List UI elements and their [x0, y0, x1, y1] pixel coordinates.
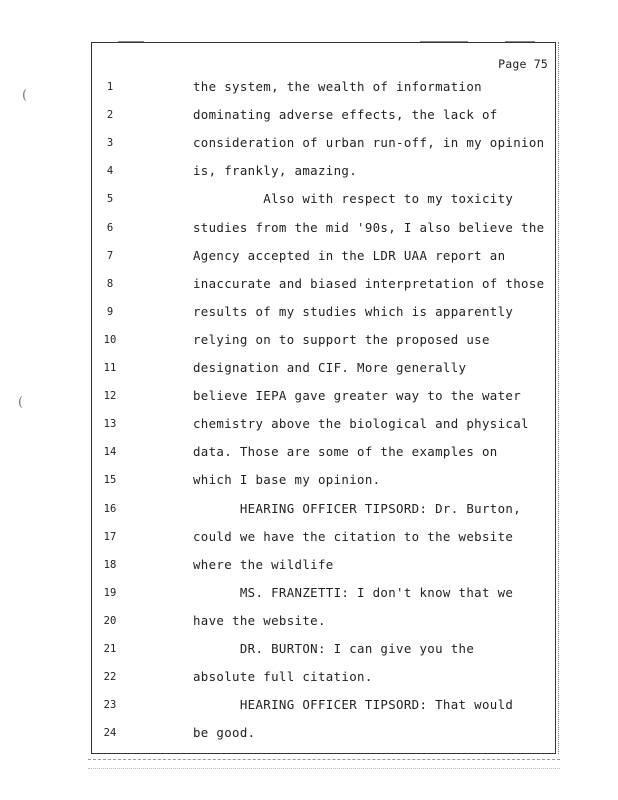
line-number: 20 [103, 614, 117, 627]
line-number: 14 [103, 446, 117, 459]
page-number-label: Page 75 [498, 57, 548, 71]
transcript-line [0, 163, 618, 185]
line-text: Agency accepted in the LDR UAA report an [193, 247, 506, 263]
line-text: consideration of urban run-off, in my opinion [193, 135, 545, 151]
line-text: MS. FRANZETTI: I don't know that we [193, 584, 514, 600]
line-number: 22 [103, 671, 117, 684]
transcript-line [0, 135, 618, 157]
line-number: 2 [106, 109, 114, 122]
transcript-line [0, 332, 618, 354]
line-number: 23 [103, 699, 117, 712]
transcript-line [0, 416, 618, 438]
line-number: 10 [103, 333, 117, 346]
transcript-line [0, 220, 618, 242]
line-text: believe IEPA gave greater way to the water [193, 388, 522, 404]
line-text: have the website. [193, 612, 326, 628]
line-text: designation and CIF. More generally [193, 360, 467, 375]
line-text: Also with respect to my toxicity [193, 191, 514, 207]
transcript-line [0, 304, 618, 326]
line-number: 5 [106, 193, 114, 206]
line-number: 3 [106, 137, 114, 150]
line-text: the system, the wealth of information [193, 79, 482, 94]
line-text: where the wildlife [193, 556, 334, 572]
line-number: 4 [106, 165, 114, 178]
line-number: 8 [106, 277, 114, 290]
line-number: 12 [103, 390, 117, 403]
transcript-line [0, 669, 618, 691]
scan-artifact-bottom [88, 759, 560, 769]
line-text: studies from the mid '90s, I also believe the [193, 219, 545, 235]
margin-bracket-mark: ( [18, 395, 24, 410]
line-text: is, frankly, amazing. [193, 163, 358, 179]
line-number: 6 [106, 221, 114, 234]
transcript-line [0, 248, 618, 270]
margin-bracket-mark: ( [22, 88, 28, 103]
scan-tick [505, 41, 535, 42]
line-text: DR. BURTON: I can give you the [193, 641, 475, 656]
transcript-line [0, 725, 618, 747]
line-text: absolute full citation. [193, 669, 373, 685]
transcript-line [0, 697, 618, 719]
transcript-line [0, 557, 618, 579]
line-text: relying on to support the proposed use [193, 331, 490, 347]
transcript-line [0, 444, 618, 466]
line-number: 21 [103, 643, 117, 655]
line-text: HEARING OFFICER TIPSORD: That would [193, 697, 514, 713]
line-text: which I base my opinion. [193, 472, 381, 488]
transcript-line [0, 191, 618, 213]
transcript-line [0, 613, 618, 635]
scan-tick [420, 41, 468, 42]
transcript-line [0, 472, 618, 494]
line-number: 11 [103, 362, 117, 374]
line-text: inaccurate and biased interpretation of those [193, 275, 545, 291]
scan-tick [118, 41, 144, 42]
line-number: 7 [106, 249, 114, 262]
line-text: be good. [193, 725, 256, 741]
line-number: 16 [103, 502, 117, 515]
line-number: 9 [106, 305, 114, 318]
transcript-line [0, 388, 618, 410]
line-number: 24 [103, 727, 117, 740]
transcript-line [0, 529, 618, 551]
line-number: 18 [103, 558, 117, 571]
line-text: results of my studies which is apparently [193, 303, 514, 319]
line-text: could we have the citation to the website [193, 528, 514, 544]
line-number: 1 [106, 81, 114, 93]
line-text: data. Those are some of the examples on [193, 444, 498, 460]
transcript-line [0, 276, 618, 298]
line-text: HEARING OFFICER TIPSORD: Dr. Burton, [193, 500, 522, 516]
line-number: 15 [103, 474, 117, 487]
transcript-line [0, 107, 618, 129]
transcript-line [0, 79, 618, 101]
transcript-line [0, 641, 618, 663]
line-number: 19 [103, 586, 117, 599]
line-number: 17 [103, 530, 117, 543]
line-text: chemistry above the biological and physical [193, 416, 529, 432]
line-number: 13 [103, 418, 117, 431]
transcript-line [0, 501, 618, 523]
transcript-line [0, 360, 618, 382]
line-text: dominating adverse effects, the lack of [193, 107, 498, 123]
transcript-line [0, 585, 618, 607]
